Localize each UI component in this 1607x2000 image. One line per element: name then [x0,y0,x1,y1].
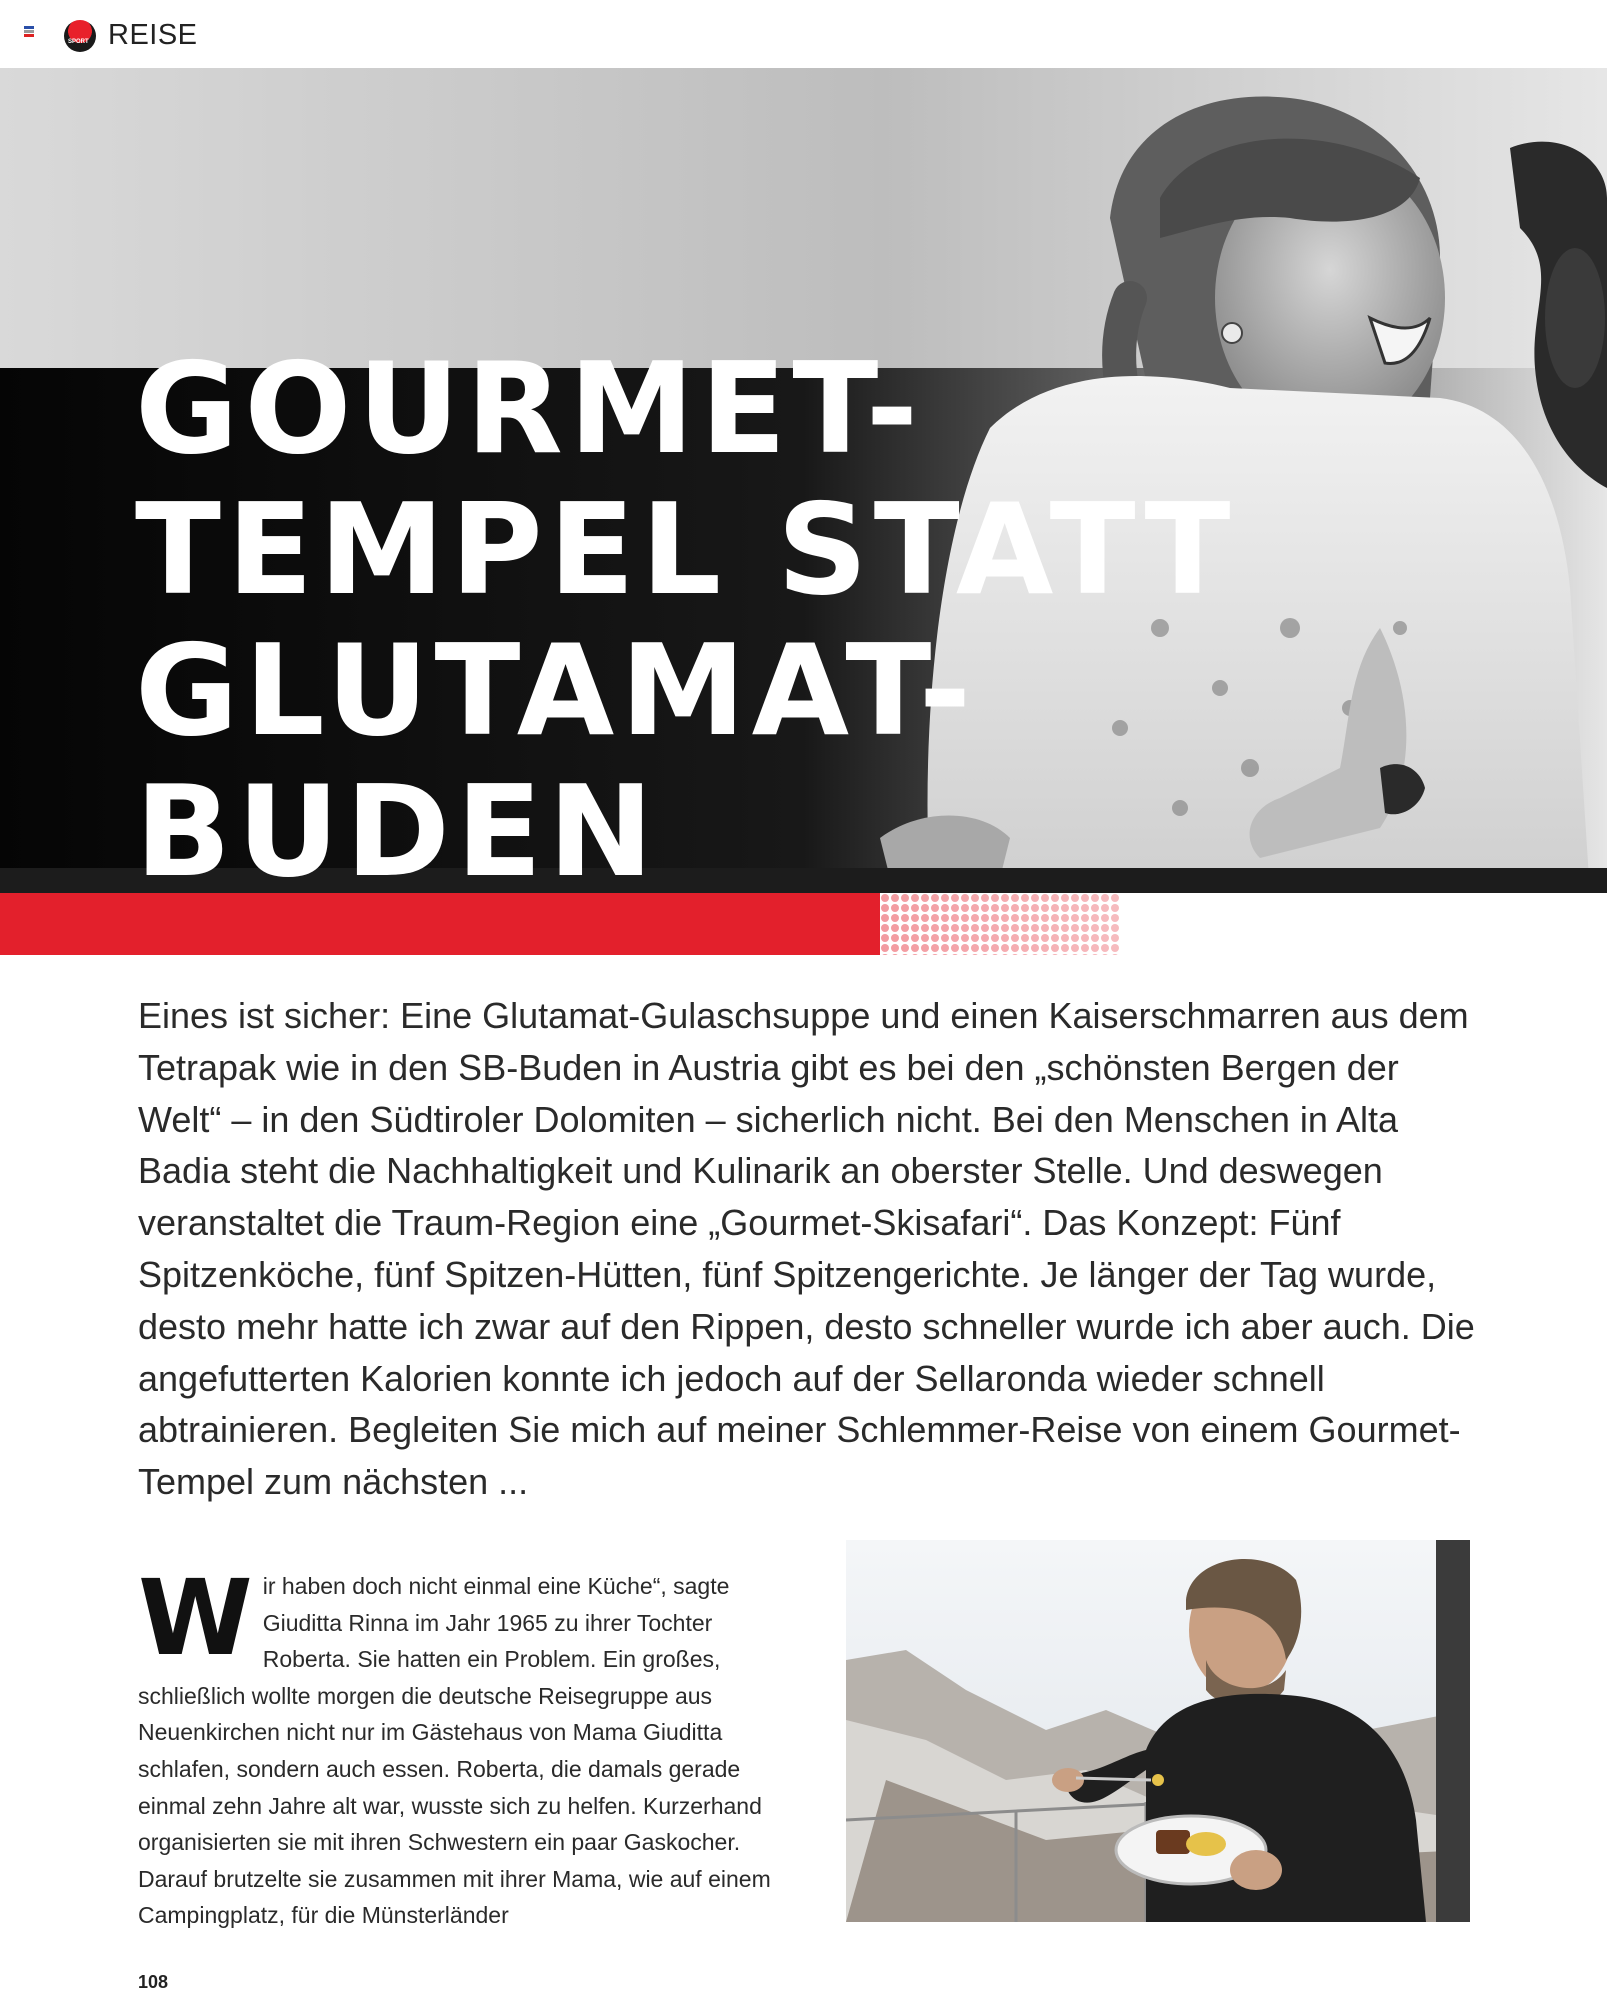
section-label: REISE [108,19,198,51]
headline-line: TEMPEL STATT [135,476,1237,623]
hero-image-section [0,68,1607,893]
drop-cap: W [138,1557,253,1679]
headline-line: GLUTAMAT- [135,617,978,764]
intro-paragraph: Eines ist sicher: Eine Glutamat-Gulaschsuppe und einen Kaiserschmarren aus dem Tetrapak wie in den SB-Buden in Austria gibt es bei den „schönsten Bergen der Welt“ – in den Südtiroler Dolomiten – sicherlich nicht. Bei den Menschen in Alta Badia steht die Nachhaltigkeit und Kulinarik an oberster Stelle. Und deswegen veranstaltet die Traum-Region eine „Gourmet-Skisafari“. Das Konzept: Fünf Spitzenköche, fünf Spitzen-Hütten, fünf Spitzengerichte. Je länger der Tag wurde, desto mehr hatte ich zwar auf den Rippen, desto schneller wurde ich aber auch. Die angefutterten Kalorien konnte ich jedoch auf der Sellaronda wieder schnell abtrainieren. Begleiten Sie mich auf meiner Schlemmer-Reise von einem Gourmet-Tempel zum nächsten ... [138,995,1475,1503]
red-halftone-band [0,893,1607,955]
page-number: 108 [138,1972,169,1992]
headline-line: GOURMET- [135,335,925,482]
article-body-text: ir haben doch nicht einmal eine Küche“, sagte Giuditta Rinna im Jahr 1965 zu ihrer Tochter Roberta. Sie hatten ein Problem. Ein großes, schließlich wollte morgen die deutsche Reisegruppe aus Neuenkirchen nicht nur im Gästehaus von Mama Giuditta schlafen, sondern auch essen. Roberta, die damals gerade einmal zehn Jahre alt war, wusste sich zu helfen. Kurzerhand organisierten sie mit ihren Schwestern ein paar Gaskocher. Darauf brutzelte sie zusammen mit ihrer Mama, wie auf einem Campingplatz, für die Münsterländer [138,1573,771,1929]
headline [135,335,1435,893]
page-header [0,0,1607,68]
man-eating-on-terrace-photo [846,1540,1470,1922]
headline-line: BUDEN [135,758,660,893]
magazine-logo-icon: SPORT [64,20,96,52]
menu-icon [24,26,34,36]
article-body [138,1557,788,1934]
